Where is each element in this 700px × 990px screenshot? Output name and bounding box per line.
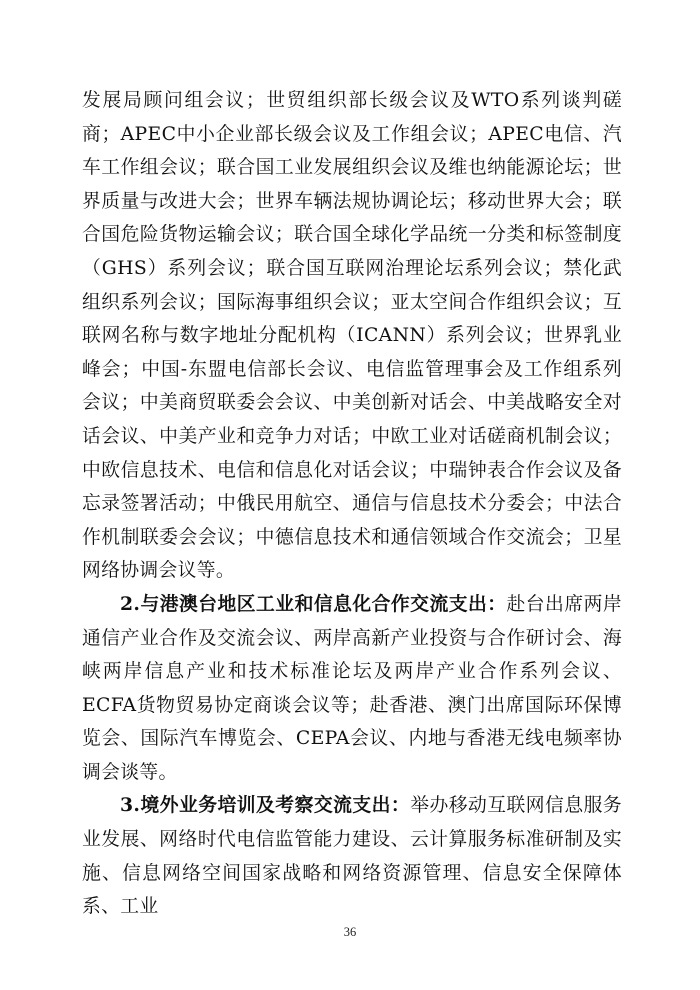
paragraph-text: 赴台出席两岸通信产业合作及交流会议、两岸高新产业投资与合作研讨会、海峡两岸信息产业和技术标准论坛及两岸产业合作系列会议、ECFA货物贸易协定商谈会议等；赴香港、澳门出席国际环保博览会、国际汽车博览会、CEPA会议、内地与香港无线电频率协调会谈等。	[82, 593, 622, 783]
page-number: 36	[343, 925, 357, 939]
paragraph-heading: 3.境外业务培训及考察交流支出：	[120, 794, 411, 817]
paragraph-international-meetings	[82, 84, 622, 588]
paragraph-text: 举办移动互联网信息服务业发展、网络时代电信监管能力建设、云计算服务标准研制及实施、信息网络空间国家战略和网络资源管理、信息安全保障体系、工业	[82, 795, 622, 918]
paragraph-heading: 2.与港澳台地区工业和信息化合作交流支出：	[120, 592, 507, 615]
paragraph-text: 发展局顾问组会议；世贸组织部长级会议及WTO系列谈判磋商；APEC中小企业部长级会议及工作组会议；APEC电信、汽车工作组会议；联合国工业发展组织会议及维也纳能源论坛；世界质量与改进大会；世界车辆法规协调论坛；移动世界大会；联合国危险货物运输会议；联合国全球化学品统一分类和标签制度（GHS）系列会议；联合国互联网治理论坛系列会议；禁化武组织系列会议；国际海事组织会议；亚太空间合作组织会议；互联网名称与数字地址分配机构（ICANN）系列会议；世界乳业峰会；中国-东盟电信部长会议、电信监管理事会及工作组系列会议；中美商贸联委会会议、中美创新对话会、中美战略安全对话会议、中美产业和竞争力对话；中欧工业对话磋商机制会议；中欧信息技术、电信和信息化对话会议；中瑞钟表合作会议及备忘录签署活动；中俄民用航空、通信与信息技术分委会；中法合作机制联委会会议；中德信息技术和通信领域合作交流会；卫星网络协调会议等。	[82, 90, 622, 582]
paragraph-overseas-training	[82, 789, 622, 923]
body-text	[82, 84, 622, 924]
paragraph-hk-macau-taiwan	[82, 588, 622, 790]
